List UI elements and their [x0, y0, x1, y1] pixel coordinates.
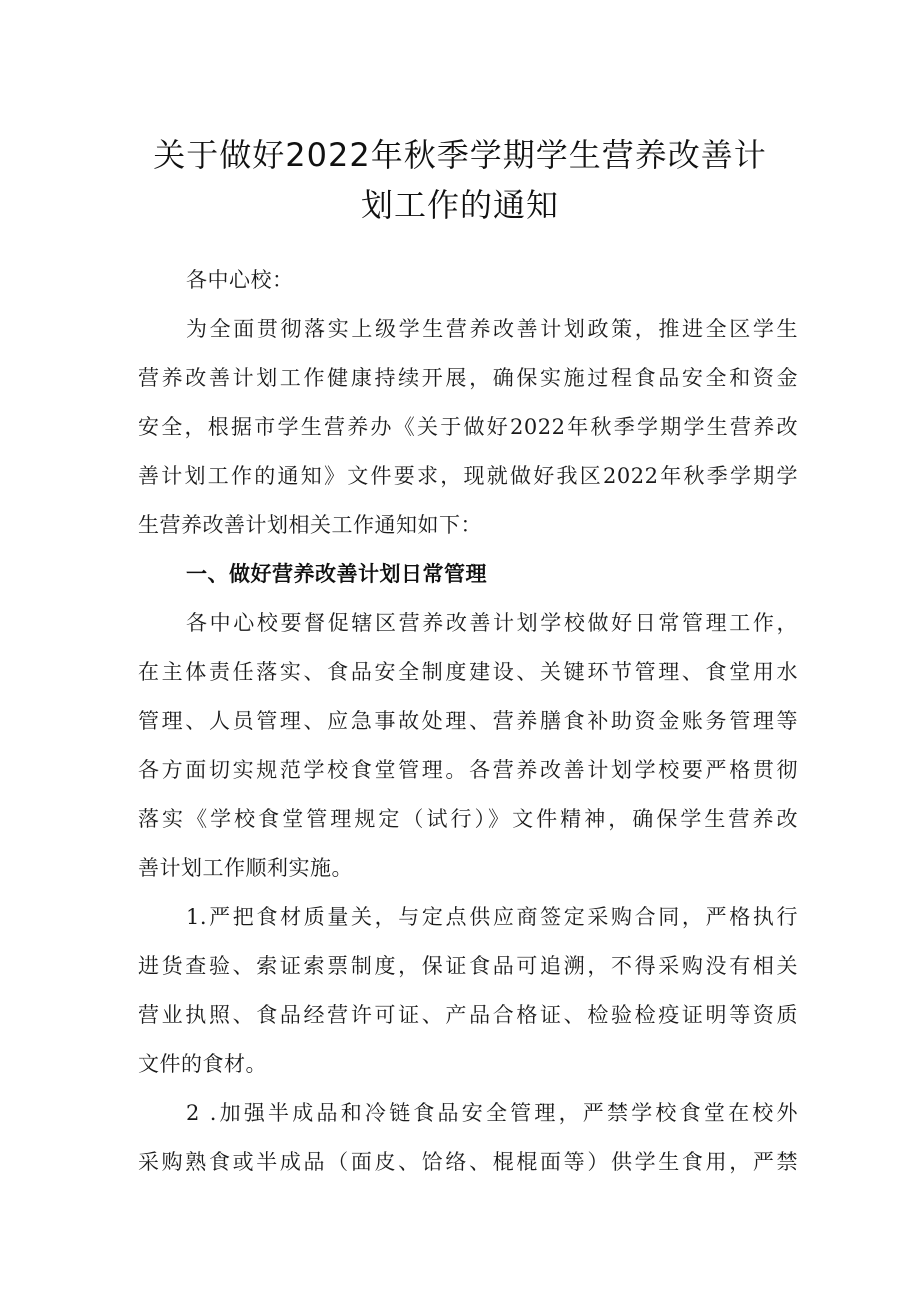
intro-line-1: 为全面贯彻落实上级学生营养改善计划政策，推进全区学生 — [186, 317, 798, 341]
section-1-heading: 一、做好营养改善计划日常管理 — [186, 562, 487, 586]
section-1-line-4: 各方面切实规范学校食堂管理。各营养改善计划学校要严格贯彻 — [138, 758, 798, 782]
intro-line-5: 生营养改善计划相关工作通知如下： — [138, 513, 482, 537]
item-1-line-4: 文件的食材。 — [138, 1052, 267, 1076]
section-1-line-1: 各中心校要督促辖区营养改善计划学校做好日常管理工作， — [186, 611, 798, 635]
item-1-line-3: 营业执照、食品经营许可证、产品合格证、检验检疫证明等资质 — [138, 1003, 798, 1027]
document-title-line-1: 关于做好2022年秋季学期学生营养改善计 — [153, 136, 767, 174]
intro-line-3: 安全，根据市学生营养办《关于做好2022年秋季学期学生营养改 — [138, 415, 798, 439]
section-1-line-6: 善计划工作顺利实施。 — [138, 856, 353, 880]
item-1-line-2: 进货查验、索证索票制度，保证食品可追溯，不得采购没有相关 — [138, 954, 798, 978]
intro-line-4: 善计划工作的通知》文件要求，现就做好我区2022年秋季学期学 — [138, 464, 798, 488]
item-1-line-1: 1.严把食材质量关，与定点供应商签定采购合同，严格执行 — [186, 905, 798, 929]
section-1-line-2: 在主体责任落实、食品安全制度建设、关键环节管理、食堂用水 — [138, 660, 798, 684]
item-2-line-1: 2 .加强半成品和冷链食品安全管理，严禁学校食堂在校外 — [186, 1101, 798, 1125]
document-title-line-2: 划工作的通知 — [360, 186, 559, 224]
intro-line-2: 营养改善计划工作健康持续开展，确保实施过程食品安全和资金 — [138, 366, 798, 390]
section-1-line-5: 落实《学校食堂管理规定（试行）》文件精神，确保学生营养改 — [138, 807, 798, 831]
salutation: 各中心校： — [186, 268, 294, 292]
section-1-line-3: 管理、人员管理、应急事故处理、营养膳食补助资金账务管理等 — [138, 709, 798, 733]
item-2-line-2: 采购熟食或半成品（面皮、饸络、棍棍面等）供学生食用，严禁 — [138, 1150, 798, 1174]
